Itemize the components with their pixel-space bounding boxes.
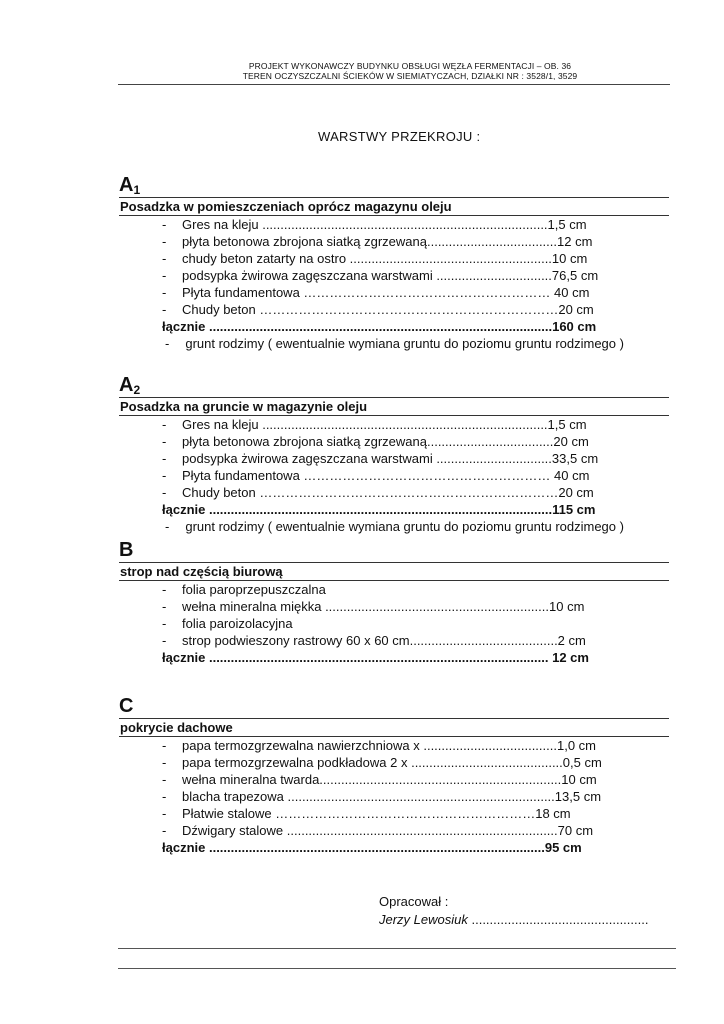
header-line-2: TEREN OCZYSZCZALNI ŚCIEKÓW W SIEMIATYCZACH, DZIAŁKI NR : 3528/1, 3529 bbox=[242, 71, 578, 81]
author-name: Jerzy Lewosiuk bbox=[379, 912, 468, 927]
section-heading: Posadzka w pomieszczeniach oprócz magazynu oleju bbox=[119, 197, 669, 216]
signature-dots: ................................................. bbox=[467, 912, 649, 927]
signature-block bbox=[379, 893, 648, 929]
layer-item: - chudy beton zatarty na ostro ........................................................10 cm bbox=[162, 251, 588, 266]
layer-item: - Chudy beton ……………………………………………………………20 cm bbox=[162, 302, 594, 317]
layer-item: - strop podwieszony rastrowy 60 x 60 cm.........................................2 cm bbox=[162, 633, 586, 648]
layer-item: - Płatwie stalowe ……………………………………………………18 cm bbox=[162, 806, 571, 821]
section-c bbox=[119, 694, 669, 856]
page-title: WARSTWY PRZEKROJU : bbox=[318, 129, 481, 144]
layer-item: - wełna mineralna twarda...................................................................10 cm bbox=[162, 772, 597, 787]
layer-item: - wełna mineralna miękka ..............................................................10 cm bbox=[162, 599, 585, 614]
layer-item: - płyta betonowa zbrojona siatką zgrzewaną....................................12 cm bbox=[162, 234, 593, 249]
layer-item: - Płyta fundamentowa ………………………………………………… 40 cm bbox=[162, 285, 590, 300]
layer-item: - płyta betonowa zbrojona siatką zgrzewaną...................................20 cm bbox=[162, 434, 589, 449]
section-b bbox=[119, 538, 669, 666]
layer-item: - blacha trapezowa ..........................................................................13,5 cm bbox=[162, 789, 602, 804]
section-code: $A_2$ bbox=[119, 374, 141, 397]
layer-item: - Chudy beton ……………………………………………………………20 cm bbox=[162, 485, 594, 500]
section-total: łącznie .............................................................................................95 cm bbox=[162, 840, 582, 855]
layer-item: - papa termozgrzewalna nawierzchniowa x .....................................1,0 cm bbox=[162, 738, 596, 753]
section-heading: strop nad częścią biurową bbox=[119, 562, 669, 581]
section-a2 bbox=[119, 373, 669, 535]
section-heading: pokrycie dachowe bbox=[119, 718, 669, 737]
section-code: B bbox=[119, 539, 134, 561]
layer-item: - Gres na kleju ...............................................................................1,5 cm bbox=[162, 217, 587, 232]
footer-line bbox=[118, 948, 676, 949]
section-note: - grunt rodzimy ( ewentualnie wymiana gruntu do poziomu gruntu rodzimego ) bbox=[165, 336, 624, 351]
layer-item: - folia paroizolacyjna bbox=[162, 616, 293, 631]
layer-item: - Dźwigary stalowe ...........................................................................70 cm bbox=[162, 823, 594, 838]
layer-item: - Gres na kleju ...............................................................................1,5 cm bbox=[162, 417, 587, 432]
section-a1 bbox=[119, 173, 669, 352]
layer-item: - papa termozgrzewalna podkładowa 2 x ..........................................0,5 cm bbox=[162, 755, 602, 770]
header-line-1: PROJEKT WYKONAWCZY BUDYNKU OBSŁUGI WĘZŁA FERMENTACJI – OB. 36 bbox=[248, 61, 572, 71]
footer-line bbox=[118, 968, 676, 969]
layer-item: - podsypka żwirowa zagęszczana warstwami ................................33,5 cm bbox=[162, 451, 599, 466]
header-divider bbox=[118, 84, 670, 85]
section-heading: Posadzka na gruncie w magazynie oleju bbox=[119, 397, 669, 416]
section-note: - grunt rodzimy ( ewentualnie wymiana gruntu do poziomu gruntu rodzimego ) bbox=[165, 519, 624, 534]
layer-item: - podsypka żwirowa zagęszczana warstwami ................................76,5 cm bbox=[162, 268, 599, 283]
layer-item: - folia paroprzepuszczalna bbox=[162, 582, 326, 597]
section-total: łącznie ...............................................................................................115 cm bbox=[162, 502, 596, 517]
section-total: łącznie .............................................................................................. 12 cm bbox=[162, 650, 589, 665]
section-code: C bbox=[119, 695, 134, 717]
layer-item: - Płyta fundamentowa ………………………………………………… 40 cm bbox=[162, 468, 590, 483]
signature-label: Opracował : bbox=[379, 894, 449, 909]
section-total: łącznie ...............................................................................................160 cm bbox=[162, 319, 597, 334]
section-code: $A_1$ bbox=[119, 174, 141, 197]
